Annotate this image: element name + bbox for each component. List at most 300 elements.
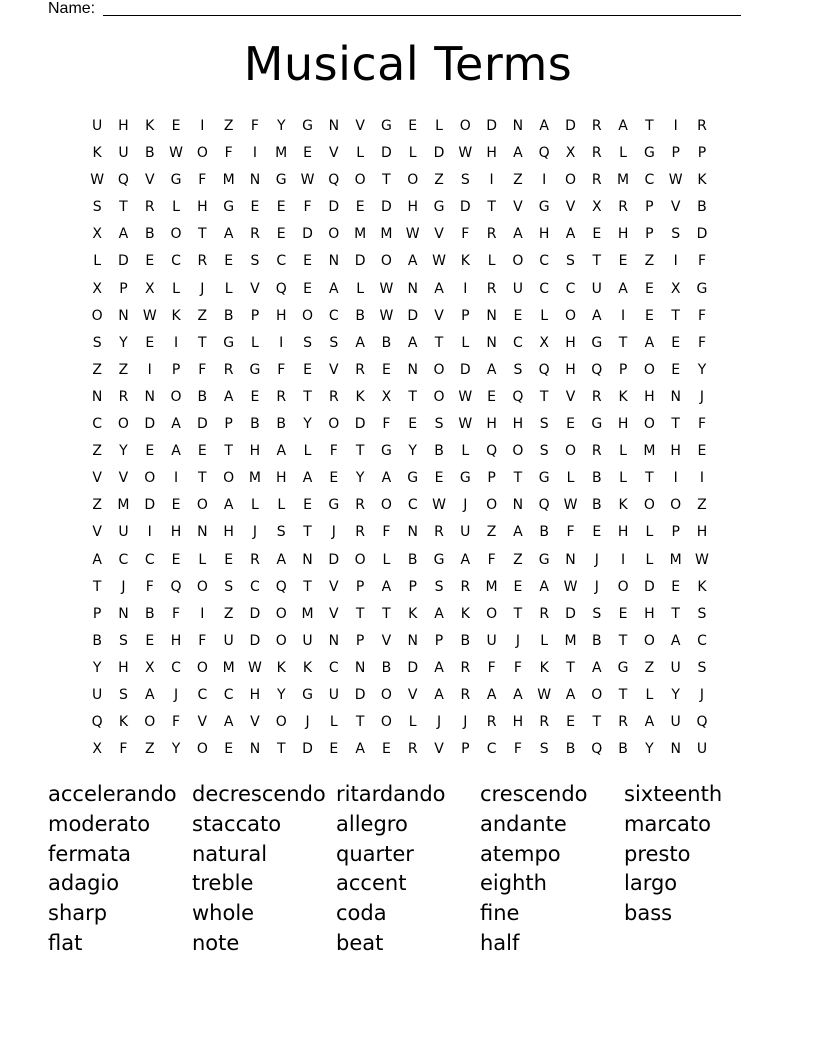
grid-letter: E: [355, 199, 365, 216]
grid-letter: N: [91, 388, 103, 405]
grid-letter: T: [671, 605, 680, 622]
grid-letter: Y: [92, 659, 102, 676]
grid-letter: O: [302, 307, 314, 324]
grid-letter: O: [144, 714, 156, 731]
grid-letter: O: [354, 551, 366, 568]
grid-letter: H: [170, 632, 182, 649]
grid-letter: O: [170, 226, 182, 243]
word-bank-item: presto: [624, 841, 691, 866]
grid-letter: E: [224, 551, 234, 568]
grid-letter: P: [697, 145, 707, 162]
grid-letter: F: [487, 659, 496, 676]
grid-letter: E: [381, 361, 391, 378]
word-bank-item: beat: [336, 930, 384, 955]
grid-letter: D: [249, 632, 261, 649]
grid-letter: A: [513, 524, 523, 541]
grid-letter: Z: [434, 172, 444, 189]
grid-letter: Y: [119, 334, 128, 351]
grid-letter: J: [594, 578, 599, 595]
grid-letter: B: [407, 551, 418, 568]
grid-letter: C: [276, 253, 287, 270]
grid-letter: H: [644, 388, 655, 405]
grid-letter: H: [249, 443, 261, 460]
grid-letter: P: [487, 470, 496, 487]
page-title: Musical Terms: [243, 37, 573, 91]
grid-letter: G: [459, 470, 471, 487]
grid-letter: E: [145, 632, 155, 649]
grid-letter: R: [591, 145, 602, 162]
grid-letter: R: [486, 714, 497, 731]
grid-letter: P: [671, 524, 680, 541]
word-bank-item: half: [480, 930, 520, 955]
grid-letter: O: [275, 605, 287, 622]
grid-letter: O: [170, 388, 182, 405]
grid-letter: M: [275, 145, 288, 162]
grid-letter: T: [618, 686, 628, 703]
grid-letter: N: [328, 253, 340, 270]
grid-letter: A: [223, 388, 234, 405]
word-bank-item: marcato: [624, 811, 711, 836]
grid-letter: Y: [303, 416, 312, 433]
grid-letter: G: [538, 470, 550, 487]
grid-letter: Z: [697, 497, 707, 514]
grid-letter: F: [198, 172, 207, 189]
word-bank-item: natural: [192, 841, 268, 866]
grid-letter: U: [92, 686, 103, 703]
grid-letter: F: [329, 443, 338, 460]
grid-letter: F: [697, 416, 706, 433]
grid-letter: K: [460, 605, 470, 622]
grid-letter: S: [303, 334, 312, 351]
grid-letter: L: [619, 443, 627, 460]
word-bank-item: sharp: [48, 901, 108, 926]
grid-letter: Q: [91, 714, 103, 731]
grid-letter: E: [671, 334, 681, 351]
grid-letter: E: [250, 199, 260, 216]
grid-letter: Y: [276, 686, 286, 703]
grid-letter: A: [644, 334, 655, 351]
grid-letter: T: [198, 470, 207, 487]
grid-letter: X: [144, 659, 155, 676]
grid-letter: C: [565, 280, 576, 297]
grid-letter: G: [407, 470, 419, 487]
grid-letter: A: [565, 686, 576, 703]
grid-letter: S: [119, 632, 128, 649]
grid-letter: W: [142, 307, 157, 324]
grid-letter: J: [436, 714, 442, 731]
grid-letter: S: [513, 361, 523, 378]
grid-letter: U: [460, 524, 471, 541]
grid-letter: E: [566, 416, 575, 433]
grid-letter: W: [668, 172, 683, 189]
grid-letter: I: [673, 253, 678, 270]
grid-letter: D: [459, 199, 471, 216]
grid-letter: C: [539, 280, 550, 297]
grid-letter: G: [617, 659, 629, 676]
grid-letter: H: [118, 659, 129, 676]
grid-letter: N: [249, 741, 261, 758]
grid-letter: N: [197, 524, 208, 541]
grid-letter: I: [173, 470, 179, 487]
grid-letter: B: [144, 605, 155, 622]
grid-letter: B: [618, 741, 628, 758]
grid-letter: E: [171, 118, 181, 134]
grid-letter: Y: [697, 361, 707, 378]
grid-letter: C: [171, 659, 181, 676]
grid-letter: E: [381, 741, 391, 758]
grid-letter: H: [617, 524, 629, 541]
word-bank-item: andante: [480, 811, 567, 836]
grid-letter: O: [380, 714, 392, 731]
grid-letter: L: [435, 118, 443, 134]
grid-letter: R: [434, 524, 444, 541]
word-bank-item: fermata: [48, 841, 132, 866]
grid-letter: T: [355, 443, 365, 460]
grid-letter: H: [223, 524, 234, 541]
grid-letter: P: [645, 199, 654, 216]
grid-letter: G: [170, 172, 182, 189]
grid-letter: D: [328, 199, 340, 216]
word-bank-item: fine: [480, 901, 520, 926]
grid-letter: U: [118, 524, 129, 541]
grid-letter: W: [379, 280, 394, 297]
grid-letter: L: [408, 145, 417, 162]
grid-letter: P: [671, 145, 680, 162]
grid-letter: R: [591, 388, 602, 405]
grid-letter: V: [144, 172, 155, 189]
word-bank-item: eighth: [480, 871, 547, 896]
grid-letter: F: [119, 741, 128, 758]
grid-letter: S: [697, 605, 707, 622]
grid-letter: D: [302, 226, 313, 243]
grid-letter: Q: [591, 361, 603, 378]
grid-letter: H: [249, 686, 261, 703]
grid-letter: Y: [408, 443, 417, 460]
word-bank-item: bass: [624, 901, 673, 926]
grid-letter: U: [486, 632, 497, 649]
grid-letter: T: [434, 334, 444, 351]
grid-letter: N: [407, 280, 418, 297]
grid-letter: E: [592, 226, 602, 243]
grid-letter: L: [303, 443, 312, 460]
grid-letter: V: [670, 199, 681, 216]
grid-letter: F: [566, 524, 575, 541]
grid-letter: Z: [223, 118, 234, 134]
grid-letter: O: [486, 605, 498, 622]
grid-letter: J: [200, 280, 205, 297]
grid-letter: A: [381, 578, 392, 595]
grid-letter: H: [565, 334, 576, 351]
grid-letter: R: [539, 605, 550, 622]
grid-letter: V: [434, 307, 444, 324]
word-bank-item: accelerando: [48, 782, 177, 806]
grid-letter: O: [591, 686, 603, 703]
grid-letter: G: [223, 199, 235, 216]
grid-letter: B: [144, 226, 155, 243]
grid-letter: H: [486, 145, 497, 162]
grid-letter: E: [145, 334, 155, 351]
grid-letter: A: [407, 334, 418, 351]
grid-letter: E: [250, 388, 260, 405]
grid-letter: I: [673, 118, 678, 134]
grid-letter: J: [515, 632, 520, 649]
grid-letter: Q: [591, 741, 603, 758]
grid-letter: S: [566, 253, 575, 270]
grid-letter: L: [356, 280, 365, 297]
grid-letter: Q: [328, 172, 340, 189]
grid-letter: D: [381, 199, 392, 216]
grid-letter: M: [222, 172, 235, 189]
grid-letter: U: [223, 632, 234, 649]
grid-letter: P: [461, 307, 470, 324]
word-bank-item: allegro: [336, 811, 408, 836]
grid-letter: I: [200, 605, 205, 622]
grid-letter: L: [172, 280, 180, 297]
grid-letter: Y: [355, 470, 365, 487]
grid-letter: O: [643, 416, 655, 433]
grid-letter: N: [118, 605, 129, 622]
grid-letter: K: [118, 714, 129, 731]
grid-letter: W: [405, 226, 420, 243]
grid-letter: R: [591, 118, 602, 134]
word-bank-item: note: [192, 930, 240, 955]
grid-letter: Z: [223, 605, 234, 622]
grid-letter: G: [275, 172, 287, 189]
grid-letter: L: [251, 334, 259, 351]
grid-letter: S: [539, 741, 549, 758]
grid-letter: W: [563, 578, 578, 595]
grid-letter: T: [645, 470, 654, 487]
grid-letter: R: [223, 361, 234, 378]
grid-letter: B: [591, 470, 602, 487]
grid-letter: W: [695, 551, 709, 568]
grid-letter: A: [644, 714, 655, 731]
grid-letter: R: [407, 741, 418, 758]
grid-letter: S: [434, 578, 444, 595]
grid-letter: I: [621, 551, 626, 568]
grid-letter: Y: [119, 443, 128, 460]
grid-letter: S: [460, 172, 470, 189]
grid-letter: D: [643, 578, 655, 595]
grid-letter: R: [197, 253, 208, 270]
grid-letter: N: [144, 388, 155, 405]
grid-letter: I: [673, 470, 678, 487]
grid-letter: R: [618, 714, 628, 731]
grid-letter: C: [697, 632, 707, 649]
grid-letter: T: [92, 578, 102, 595]
grid-letter: O: [564, 307, 576, 324]
grid-letter: B: [565, 741, 576, 758]
grid-letter: D: [354, 686, 366, 703]
grid-letter: J: [463, 714, 468, 731]
grid-letter: J: [331, 524, 336, 541]
grid-letter: P: [408, 578, 417, 595]
grid-letter: C: [92, 416, 103, 433]
grid-letter: D: [249, 605, 261, 622]
grid-letter: U: [118, 145, 129, 162]
grid-letter: T: [303, 578, 312, 595]
grid-letter: H: [512, 714, 524, 731]
word-bank: [48, 780, 768, 959]
grid-letter: O: [643, 361, 655, 378]
grid-letter: V: [118, 470, 129, 487]
grid-letter: L: [461, 334, 470, 351]
grid-letter: E: [618, 253, 628, 270]
grid-letter: V: [329, 145, 339, 162]
grid-letter: Z: [644, 253, 655, 270]
grid-letter: L: [645, 686, 654, 703]
grid-letter: F: [172, 714, 181, 731]
grid-letter: W: [90, 172, 105, 189]
grid-letter: G: [302, 686, 313, 703]
grid-letter: B: [92, 632, 102, 649]
grid-letter: J: [699, 388, 705, 405]
grid-letter: E: [644, 307, 654, 324]
grid-letter: H: [170, 524, 182, 541]
grid-letter: J: [252, 524, 257, 541]
grid-letter: V: [434, 226, 444, 243]
grid-letter: S: [539, 416, 549, 433]
grid-letter: A: [592, 659, 602, 676]
grid-letter: B: [697, 199, 707, 216]
grid-letter: D: [407, 307, 419, 324]
grid-letter: C: [407, 497, 418, 514]
grid-letter: H: [696, 524, 708, 541]
grid-letter: Z: [644, 659, 655, 676]
grid-letter: T: [539, 388, 549, 405]
grid-letter: O: [144, 470, 156, 487]
grid-letter: Q: [538, 145, 550, 162]
grid-letter: E: [329, 741, 339, 758]
grid-letter: O: [354, 172, 366, 189]
grid-letter: L: [645, 551, 654, 568]
grid-letter: R: [355, 497, 365, 514]
grid-letter: C: [644, 172, 655, 189]
word-bank-item: staccato: [192, 811, 282, 836]
grid-letter: R: [118, 388, 129, 405]
grid-letter: L: [251, 497, 259, 514]
grid-letter: T: [198, 226, 207, 243]
grid-letter: E: [618, 605, 628, 622]
grid-letter: P: [92, 605, 102, 622]
grid-letter: G: [591, 416, 603, 433]
grid-letter: R: [460, 686, 471, 703]
grid-letter: G: [591, 334, 603, 351]
grid-letter: L: [645, 524, 654, 541]
word-bank-item: ritardando: [336, 782, 446, 806]
grid-letter: T: [382, 172, 391, 189]
grid-letter: W: [432, 253, 446, 270]
grid-letter: I: [252, 145, 257, 162]
grid-letter: E: [329, 470, 339, 487]
grid-letter: M: [564, 632, 577, 649]
grid-letter: D: [354, 416, 366, 433]
grid-letter: F: [250, 118, 259, 134]
grid-letter: C: [171, 253, 181, 270]
grid-letter: A: [355, 334, 365, 351]
grid-letter: T: [276, 741, 286, 758]
grid-letter: C: [118, 551, 129, 568]
grid-letter: H: [644, 605, 655, 622]
grid-letter: O: [196, 578, 208, 595]
name-underline: [103, 15, 741, 16]
grid-letter: F: [382, 416, 391, 433]
grid-letter: L: [172, 199, 180, 216]
grid-letter: D: [144, 416, 156, 433]
grid-letter: G: [302, 118, 313, 134]
grid-letter: U: [670, 659, 681, 676]
grid-letter: O: [275, 714, 287, 731]
grid-letter: M: [643, 443, 656, 460]
grid-letter: O: [91, 307, 103, 324]
grid-letter: X: [381, 388, 392, 405]
grid-letter: F: [198, 361, 207, 378]
grid-letter: G: [380, 443, 392, 460]
grid-letter: V: [381, 632, 392, 649]
grid-letter: M: [248, 470, 261, 487]
grid-letter: C: [144, 551, 155, 568]
grid-letter: Q: [275, 280, 287, 297]
grid-letter: P: [355, 578, 365, 595]
grid-letter: I: [489, 172, 494, 189]
grid-letter: E: [697, 443, 707, 460]
grid-letter: A: [670, 632, 681, 649]
grid-letter: B: [591, 632, 602, 649]
grid-letter: R: [591, 443, 602, 460]
grid-letter: Q: [170, 578, 182, 595]
grid-letter: I: [173, 334, 179, 351]
grid-letter: J: [463, 497, 468, 514]
grid-letter: O: [275, 632, 287, 649]
grid-letter: W: [248, 659, 262, 676]
grid-letter: T: [513, 470, 523, 487]
word-bank-item: adagio: [48, 871, 120, 896]
grid-letter: A: [302, 470, 313, 487]
grid-letter: O: [564, 172, 576, 189]
grid-letter: D: [565, 605, 576, 622]
grid-letter: E: [513, 578, 523, 595]
grid-letter: J: [594, 551, 599, 568]
grid-letter: C: [328, 659, 339, 676]
grid-letter: O: [407, 172, 419, 189]
grid-letter: V: [329, 578, 339, 595]
grid-letter: I: [621, 307, 626, 324]
grid-letter: C: [250, 578, 260, 595]
grid-letter: B: [144, 145, 155, 162]
grid-letter: S: [119, 686, 128, 703]
grid-letter: V: [434, 741, 444, 758]
grid-letter: Q: [696, 714, 708, 731]
grid-letter: H: [617, 226, 629, 243]
grid-letter: X: [565, 145, 576, 162]
grid-letter: K: [460, 253, 470, 270]
grid-letter: D: [433, 145, 445, 162]
grid-letter: Q: [486, 443, 498, 460]
grid-letter: X: [591, 199, 602, 216]
grid-letter: O: [433, 388, 445, 405]
word-search-grid: [84, 113, 715, 763]
grid-letter: F: [513, 741, 522, 758]
grid-letter: O: [617, 578, 629, 595]
grid-letter: V: [513, 199, 523, 216]
grid-letter: F: [382, 524, 391, 541]
grid-letter: E: [671, 361, 681, 378]
grid-letter: S: [697, 659, 707, 676]
grid-letter: X: [92, 280, 102, 297]
grid-letter: E: [145, 253, 155, 270]
grid-letter: G: [433, 199, 445, 216]
grid-letter: A: [434, 605, 444, 622]
